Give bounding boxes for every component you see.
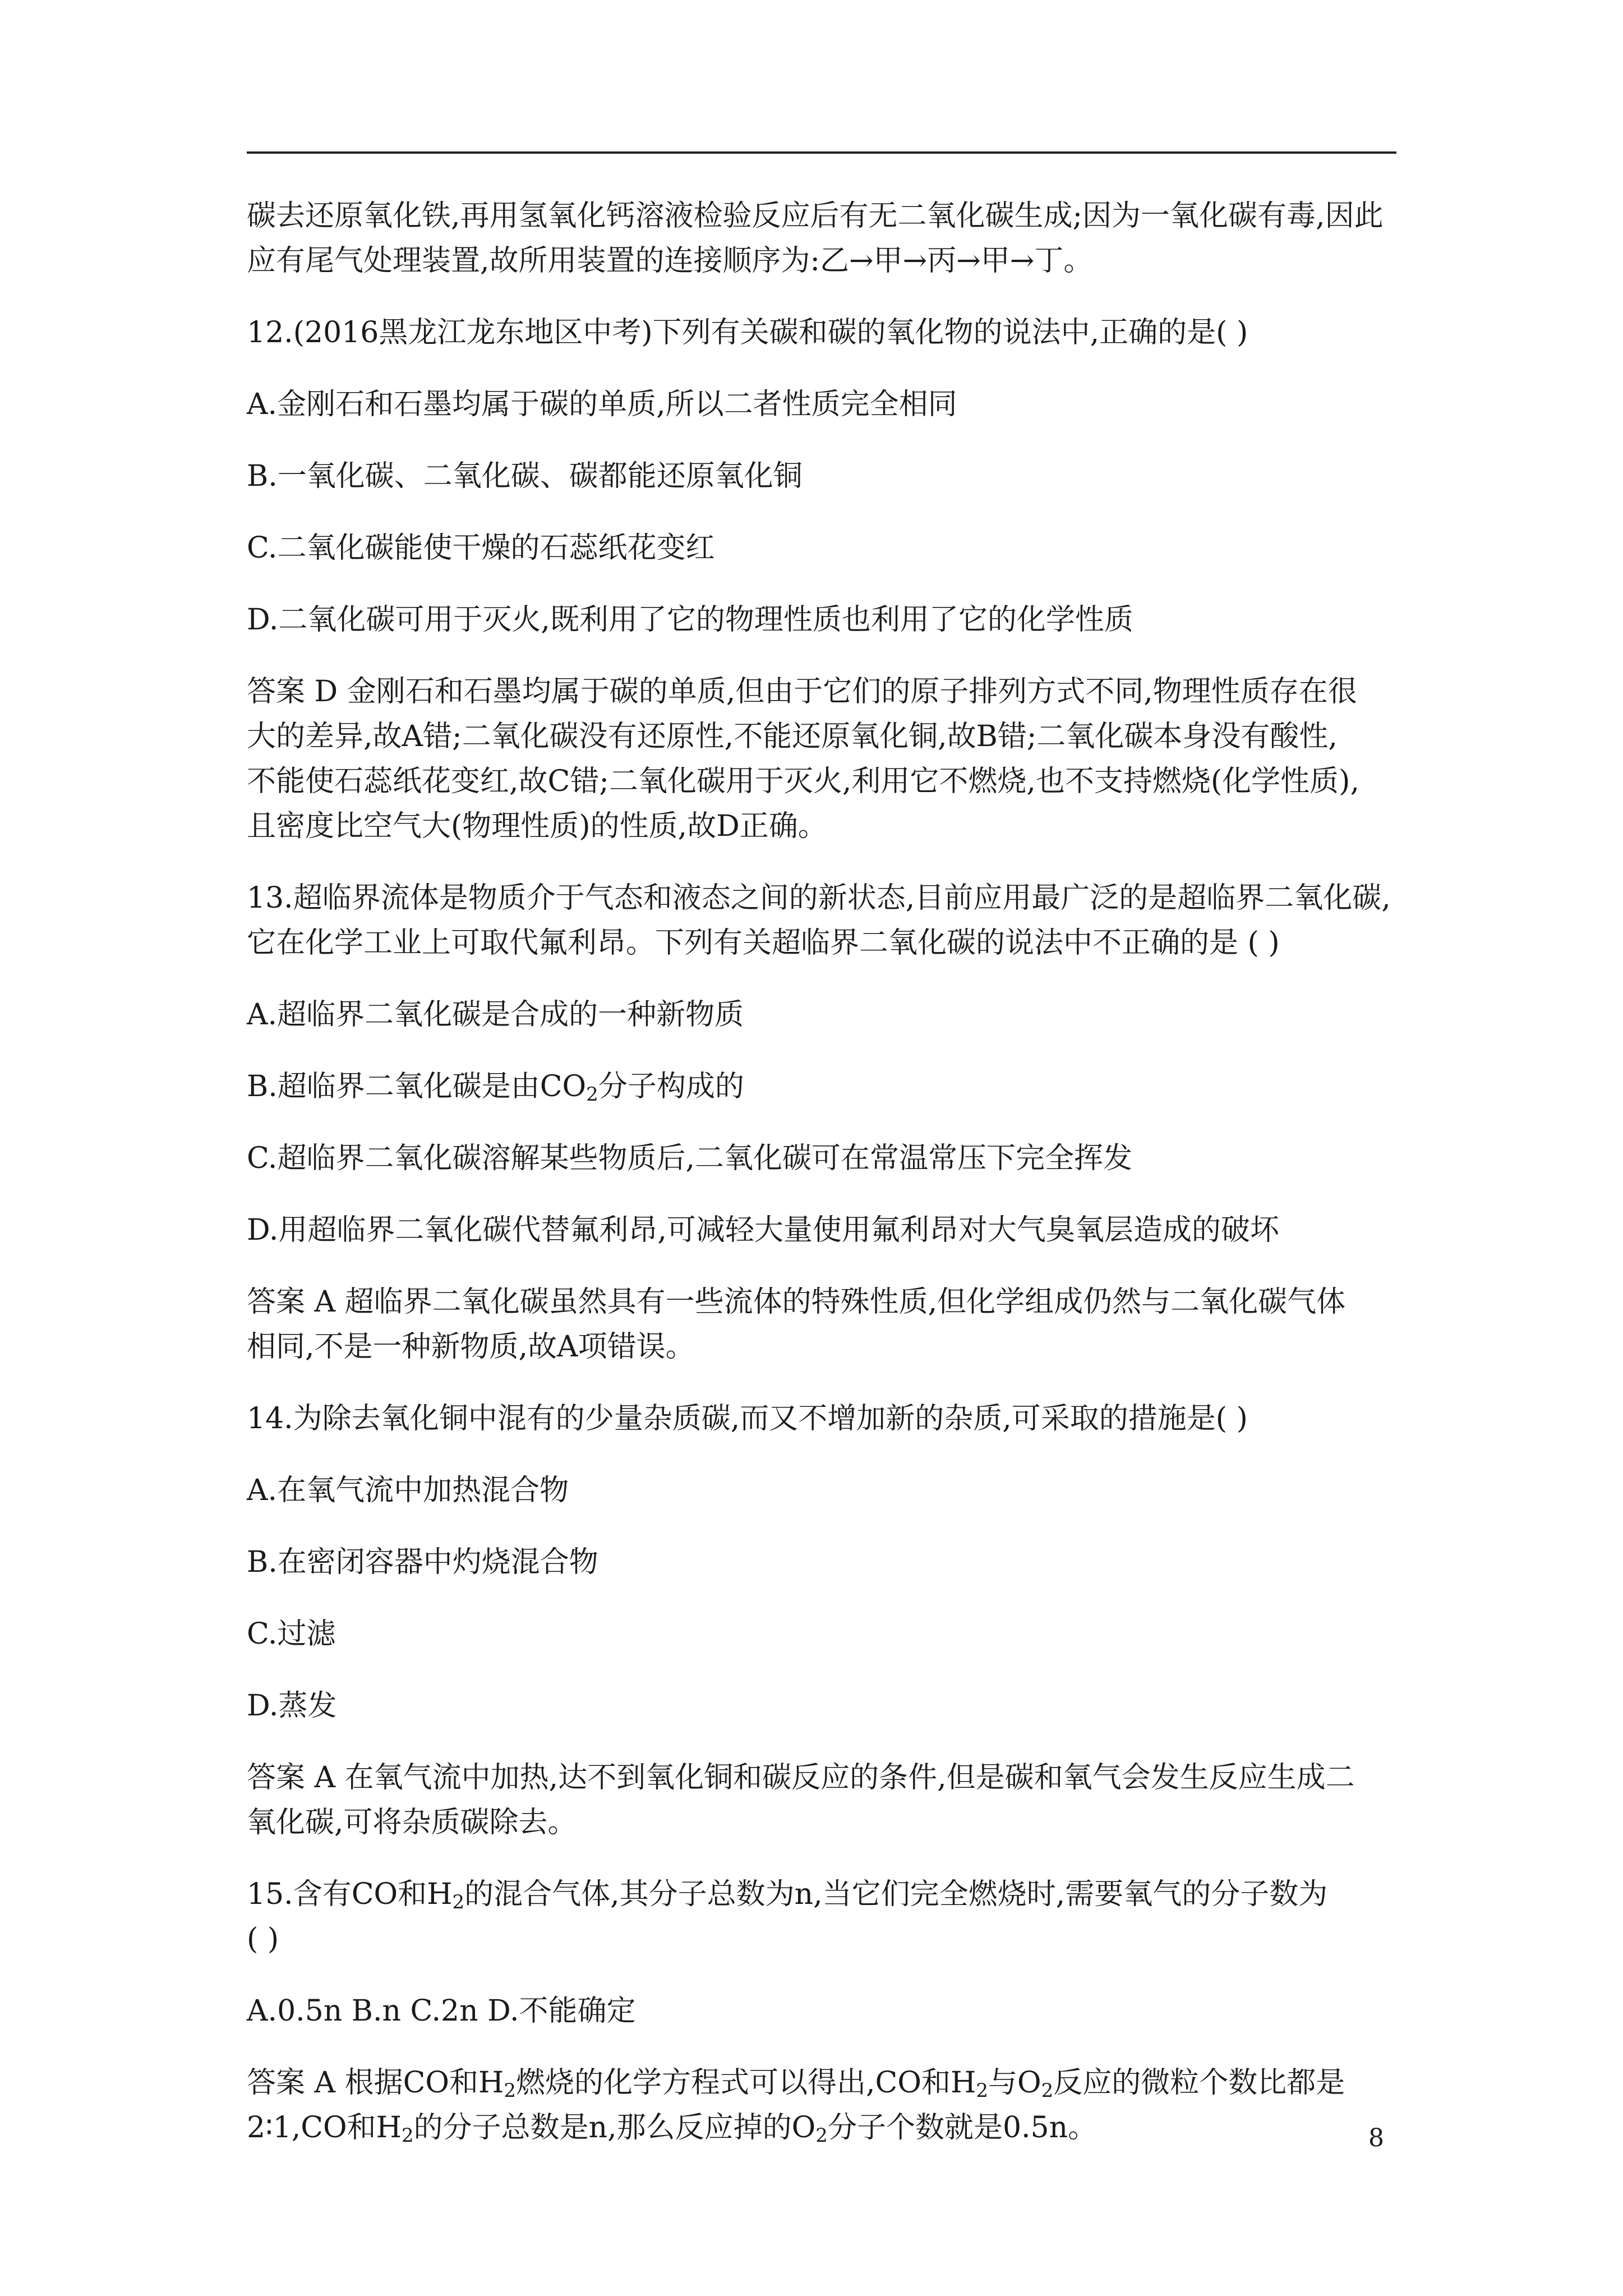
q14-option-b: B.在密闭容器中灼烧混合物 bbox=[247, 1545, 598, 1579]
q12-option-c: C.二氧化碳能使干燥的石蕊纸花变红 bbox=[247, 531, 715, 565]
q15-ans2-b: 的分子总数是n,那么反应掉的O bbox=[413, 2111, 816, 2145]
q14-answer-2: 氧化碳,可将杂质碳除去。 bbox=[247, 1806, 577, 1839]
q15-answer-1 bbox=[247, 2060, 1413, 2105]
q15-ans1-sub1: 2 bbox=[504, 2079, 517, 2102]
q14-option-c: C.过滤 bbox=[247, 1617, 336, 1651]
q15-stem-sub: 2 bbox=[452, 1891, 465, 1913]
q13-option-a: A.超临界二氧化碳是合成的一种新物质 bbox=[247, 998, 744, 1032]
q12-answer-1: 答案 D 金刚石和石墨均属于碳的单质,但由于它们的原子排列方式不同,物理性质存在很 bbox=[247, 675, 1357, 708]
q12-option-b: B.一氧化碳、二氧化碳、碳都能还原氧化铜 bbox=[247, 459, 803, 493]
q15-ans2-c: 分子个数就是0.5n。 bbox=[827, 2111, 1098, 2145]
q15-ans2-a: 2∶1,CO和H bbox=[247, 2111, 402, 2145]
q14-answer-1: 答案 A 在氧气流中加热,达不到氧化铜和碳反应的条件,但是碳和氧气会发生反应生成二 bbox=[247, 1761, 1355, 1795]
q15-stem-pre: 15.含有CO和H bbox=[247, 1878, 453, 1911]
q14-stem: 14.为除去氧化铜中混有的少量杂质碳,而又不增加新的杂质,可采取的措施是( ) bbox=[247, 1402, 1248, 1435]
q12-stem: 12.(2016黑龙江龙东地区中考)下列有关碳和碳的氧化物的说法中,正确的是( ) bbox=[247, 316, 1248, 349]
q14-option-d: D.蒸发 bbox=[247, 1689, 337, 1723]
q13-option-d: D.用超临界二氧化碳代替氟利昂,可减轻大量使用氟利昂对大气臭氧层造成的破坏 bbox=[247, 1213, 1279, 1247]
q12-answer-3: 不能使石蕊纸花变红,故C错;二氧化碳用于灭火,利用它不燃烧,也不支持燃烧(化学性质), bbox=[247, 765, 1359, 798]
q14-option-a: A.在氧气流中加热混合物 bbox=[247, 1474, 569, 1507]
q13-option-c: C.超临界二氧化碳溶解某些物质后,二氧化碳可在常温常压下完全挥发 bbox=[247, 1142, 1132, 1175]
q15-options: A.0.5n B.n C.2n D.不能确定 bbox=[247, 1994, 636, 2028]
q15-ans1-d: 反应的微粒个数比都是 bbox=[1053, 2066, 1345, 2100]
header-rule bbox=[247, 151, 1396, 154]
q12-option-d: D.二氧化碳可用于灭火,既利用了它的物理性质也利用了它的化学性质 bbox=[247, 603, 1133, 637]
q15-ans1-sub3: 2 bbox=[1041, 2079, 1054, 2102]
q15-answer-2 bbox=[247, 2105, 1413, 2150]
q12-answer-2: 大的差异,故A错;二氧化碳没有还原性,不能还原氧化铜,故B错;二氧化碳本身没有酸性, bbox=[247, 720, 1338, 753]
q13-option-b bbox=[247, 1064, 1413, 1109]
q13-b-post: 分子构成的 bbox=[598, 1070, 744, 1103]
q13-b-sub: 2 bbox=[586, 1083, 598, 1106]
q15-stem-post: 的混合气体,其分子总数为n,当它们完全燃烧时,需要氧气的分子数为 bbox=[464, 1878, 1328, 1911]
q15-ans1-b: 燃烧的化学方程式可以得出,CO和H bbox=[516, 2066, 976, 2100]
q13-stem-2: 它在化学工业上可取代氟利昂。下列有关超临界二氧化碳的说法中不正确的是 ( ) bbox=[247, 926, 1280, 960]
q13-answer-2: 相同,不是一种新物质,故A项错误。 bbox=[247, 1330, 695, 1364]
q13-stem-1: 13.超临界流体是物质介于气态和液态之间的新状态,目前应用最广泛的是超临界二氧化碳, bbox=[247, 881, 1391, 915]
q15-ans2-sub2: 2 bbox=[815, 2124, 828, 2147]
page-content bbox=[247, 194, 1413, 2150]
q15-ans1-a: 答案 A 根据CO和H bbox=[247, 2066, 504, 2100]
q15-stem-2: ( ) bbox=[247, 1922, 279, 1956]
q12-option-a: A.金刚石和石墨均属于碳的单质,所以二者性质完全相同 bbox=[247, 388, 957, 421]
top-line-1: 碳去还原氧化铁,再用氢氧化钙溶液检验反应后有无二氧化碳生成;因为一氧化碳有毒,因此 bbox=[247, 199, 1384, 233]
q15-ans1-sub2: 2 bbox=[976, 2079, 988, 2102]
q13-b-pre: B.超临界二氧化碳是由CO bbox=[247, 1070, 587, 1103]
page-number: 8 bbox=[1368, 2124, 1384, 2152]
q15-ans2-sub1: 2 bbox=[402, 2124, 414, 2147]
q15-ans1-c: 与O bbox=[988, 2066, 1041, 2100]
q12-answer-4: 且密度比空气大(物理性质)的性质,故D正确。 bbox=[247, 809, 827, 843]
q13-answer-1: 答案 A 超临界二氧化碳虽然具有一些流体的特殊性质,但化学组成仍然与二氧化碳气体 bbox=[247, 1285, 1346, 1319]
top-line-2: 应有尾气处理装置,故所用装置的连接顺序为:乙→甲→丙→甲→丁。 bbox=[247, 244, 1093, 278]
q15-stem-1 bbox=[247, 1872, 1413, 1917]
